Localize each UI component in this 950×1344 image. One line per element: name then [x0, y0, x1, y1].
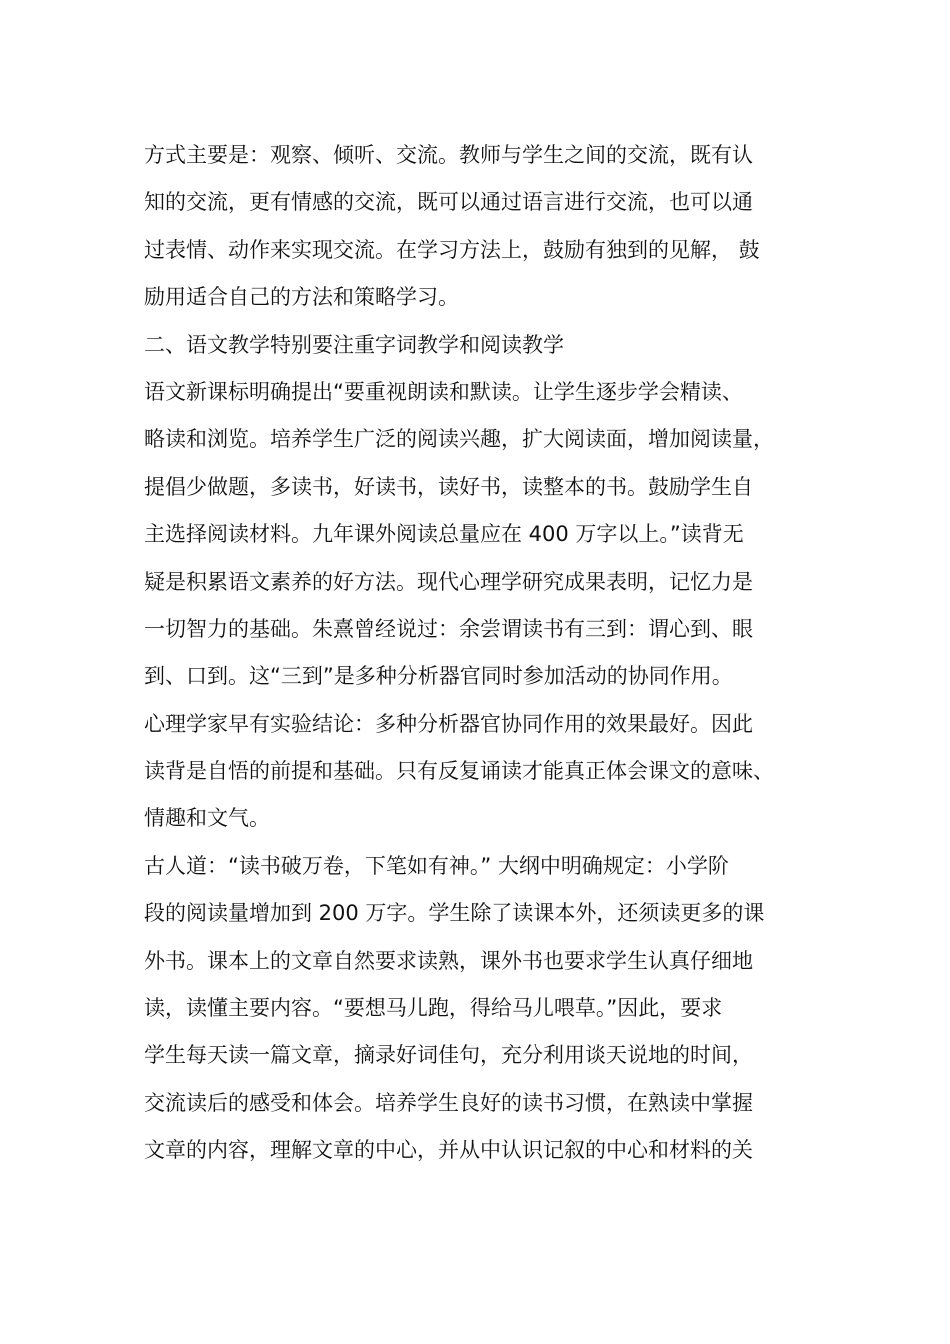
text-line: 交流读后的感受和体会。培养学生良好的读书习惯，在熟读中掌握 [144, 1090, 753, 1115]
text-line: 读背是自悟的前提和基础。只有反复诵读才能真正体会课文的意味、 [144, 759, 774, 784]
text-line: 知的交流，更有情感的交流，既可以通过语言进行交流，也可以通 [144, 190, 753, 215]
text-line: 文章的内容，理解文章的中心，并从中认识记叙的中心和材料的关 [144, 1138, 753, 1163]
text-line: 古人道：“读书破万卷，下笔如有神。” 大纲中明确规定：小学阶 [144, 853, 729, 878]
text-line: 段的阅读量增加到 200 万字。学生除了读课本外，还须读更多的课 [144, 901, 765, 926]
text-line: 方式主要是：观察、倾听、交流。教师与学生之间的交流，既有认 [144, 143, 753, 167]
text-line: 到、口到。这“三到”是多种分析器官同时参加活动的协同作用。 [144, 664, 733, 689]
text-line: 励用适合自己的方法和策略学习。 [144, 285, 459, 310]
text-line: 心理学家早有实验结论：多种分析器官协同作用的效果最好。因此 [144, 711, 753, 736]
text-line: 略读和浏览。培养学生广泛的阅读兴趣，扩大阅读面，增加阅读量， [144, 427, 774, 452]
text-line: 语文新课标明确提出“要重视朗读和默读。让学生逐步学会精读、 [144, 379, 743, 404]
text-line: 学生每天读一篇文章，摘录好词佳句，充分利用谈天说地的时间， [144, 1043, 753, 1068]
text-line: 外书。课本上的文章自然要求读熟，课外书也要求学生认真仔细地 [144, 948, 753, 973]
text-line: 疑是积累语文素养的好方法。现代心理学研究成果表明，记忆力是 [144, 569, 753, 594]
text-line: 过表情、动作来实现交流。在学习方法上，鼓励有独到的见解， 鼓 [144, 237, 760, 262]
text-line: 提倡少做题，多读书，好读书，读好书，读整本的书。鼓励学生自 [144, 474, 753, 499]
text-line: 读，读懂主要内容。“要想马儿跑，得给马儿喂草。”因此，要求 [144, 996, 723, 1021]
text-line: 主选择阅读材料。九年课外阅读总量应在 400 万字以上。”读背无 [144, 522, 744, 547]
body-text [144, 132, 824, 1175]
text-line: 情趣和文气。 [144, 806, 270, 831]
text-line: 一切智力的基础。朱熹曾经说过：余尝谓读书有三到：谓心到、眼 [144, 616, 753, 641]
text-line: 二、语文教学特别要注重字词教学和阅读教学 [144, 332, 564, 357]
